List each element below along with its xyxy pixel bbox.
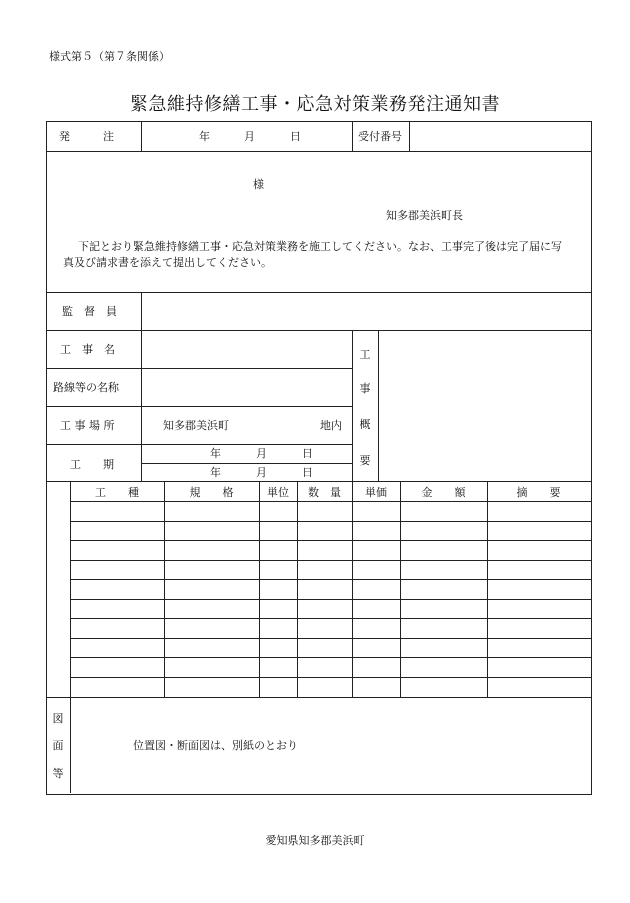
route-name-label: 路線等の名称 (53, 381, 119, 394)
page-title: 緊急維持修繕工事・応急対策業務発注通知書 (130, 94, 500, 115)
location-suffix: 地内 (320, 419, 342, 432)
work-name-label: 工 事 名 (60, 343, 115, 356)
drawings-label-1: 図 (52, 712, 64, 725)
supervisor-field[interactable] (142, 293, 590, 329)
column-header-quantity: 数 量 (308, 486, 341, 499)
column-header-unit: 単位 (267, 486, 289, 499)
column-header-unit-price: 単価 (365, 486, 387, 499)
footer-issuer: 愛知県知多郡美浜町 (265, 834, 365, 847)
period-end-day: 日 (302, 466, 313, 479)
summary-label-1: 工 (359, 348, 371, 361)
period-end-year: 年 (210, 466, 221, 479)
table-row[interactable] (71, 678, 590, 696)
location-field[interactable] (232, 407, 318, 444)
drawings-note: 位置図・断面図は、別紙のとおり (133, 739, 298, 752)
column-header-work-type: 工 種 (95, 486, 139, 499)
form-number: 様式第５（第７条関係） (49, 50, 170, 63)
sender-name: 知多郡美浜町長 (386, 209, 463, 222)
period-label: 工 期 (70, 458, 114, 471)
summary-label-3: 概 (359, 418, 371, 431)
table-row[interactable] (71, 600, 590, 618)
table-row[interactable] (71, 541, 590, 560)
route-name-field[interactable] (142, 369, 352, 406)
work-name-field[interactable] (142, 331, 352, 368)
recipient-field[interactable] (60, 170, 250, 194)
honorific: 様 (253, 178, 264, 191)
table-row[interactable] (71, 639, 590, 657)
summary-label-4: 要 (359, 454, 371, 467)
summary-label-2: 事 (359, 382, 371, 395)
location-label: 工 事 場 所 (60, 419, 115, 432)
drawings-label-3: 等 (52, 767, 64, 780)
message-line-2: 真及び請求書を添えて提出してください。 (63, 256, 272, 269)
location-value: 知多郡美浜町 (163, 419, 229, 432)
period-end-month: 月 (256, 466, 267, 479)
table-row[interactable] (71, 619, 590, 638)
table-row[interactable] (71, 502, 590, 521)
supervisor-label: 監 督 員 (62, 305, 117, 318)
order-date-field[interactable] (142, 122, 352, 151)
order-label: 発 注 (59, 130, 114, 143)
order-date-day: 日 (290, 130, 301, 143)
period-start-year: 年 (210, 447, 221, 460)
receipt-number-field[interactable] (410, 122, 590, 151)
column-header-spec: 規 格 (189, 486, 234, 499)
table-row[interactable] (71, 561, 590, 579)
period-start-day: 日 (302, 447, 313, 460)
column-header-amount: 金 額 (421, 486, 466, 499)
receipt-number-label: 受付番号 (358, 130, 402, 143)
period-start-month: 月 (256, 447, 267, 460)
drawings-label-2: 面 (52, 739, 64, 752)
message-line-1: 下記とおり緊急維持修繕工事・応急対策業務を施工してください。なお、工事完了後は完了届に写 (78, 240, 562, 253)
period-start-field[interactable] (142, 445, 352, 463)
table-row[interactable] (71, 522, 590, 540)
summary-field[interactable] (379, 331, 590, 481)
table-row[interactable] (71, 658, 590, 677)
order-date-month: 月 (244, 130, 255, 143)
table-row[interactable] (71, 580, 590, 599)
order-date-year: 年 (199, 130, 210, 143)
period-end-field[interactable] (142, 464, 352, 481)
column-header-remarks: 摘 要 (516, 486, 561, 499)
